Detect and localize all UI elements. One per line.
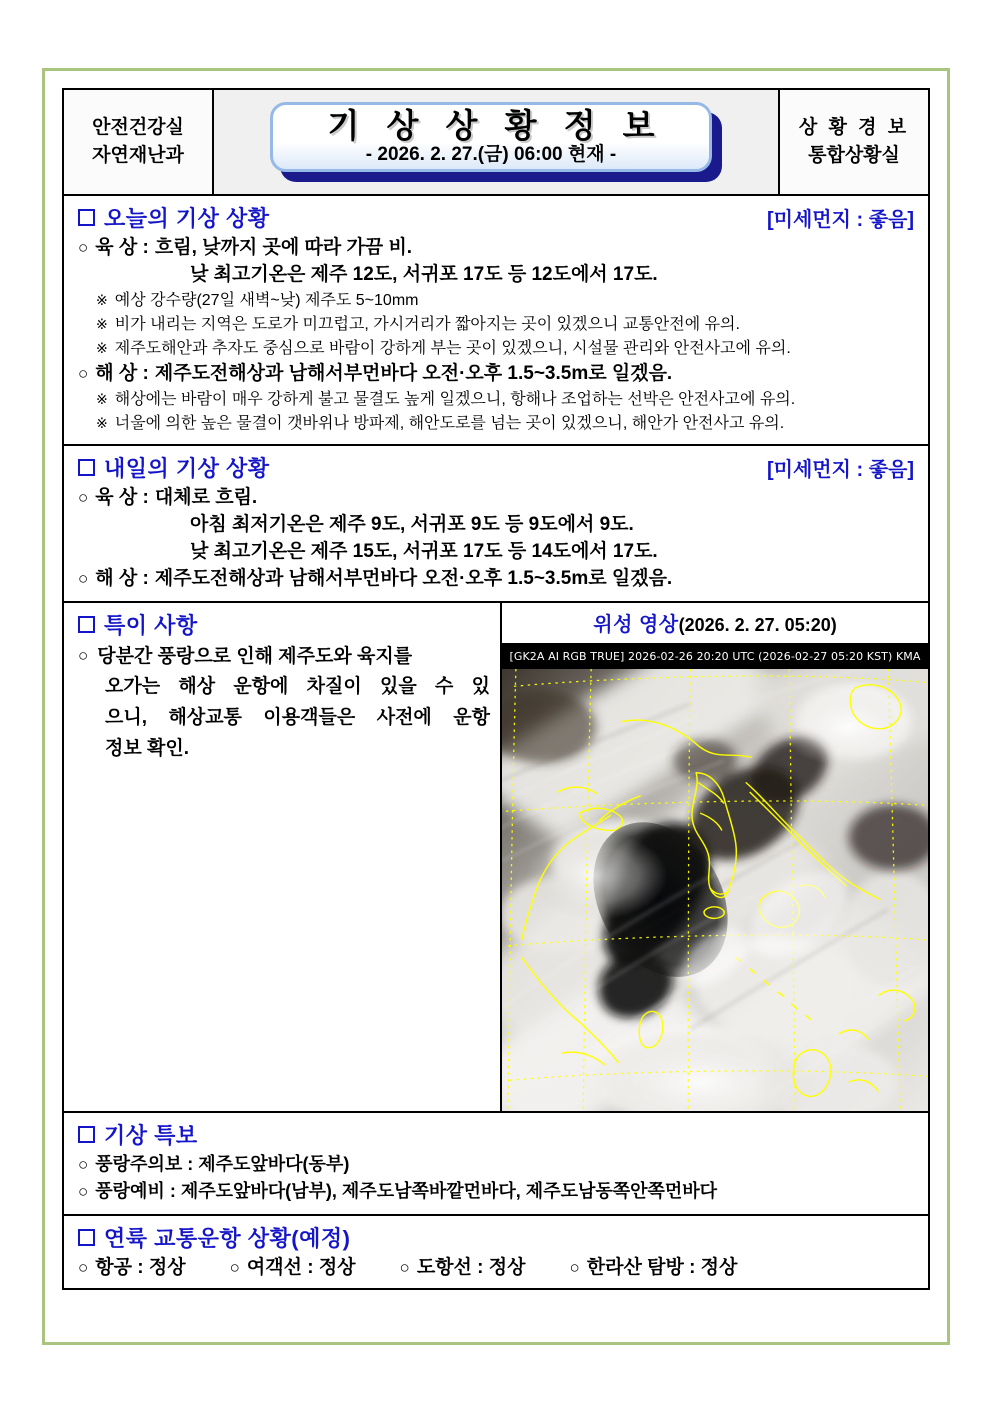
section-today-weather <box>64 196 928 446</box>
section-weather-alerts <box>64 1113 928 1216</box>
tomorrow-land-line <box>78 485 918 511</box>
today-note-sea-1-text: 해상에는 바람이 매우 강하게 불고 물결도 높게 일겠으니, 항해나 조업하는 선박은 안전사고에 유의. <box>114 391 796 409</box>
today-section-header <box>78 202 918 233</box>
transport-item-ferry-text: 도항선 : 정상 <box>416 1256 526 1278</box>
circle-bullet-icon: ○ <box>78 364 89 384</box>
special-note-continuation <box>105 672 490 764</box>
special-section-header <box>78 609 490 640</box>
section-tomorrow-weather <box>64 446 928 603</box>
today-note-land-2-text: 비가 내리는 지역은 도로가 미끄럽고, 가시거리가 짧아지는 곳이 있겠으니 교통안전에 유의. <box>114 316 740 334</box>
department-line-2: 자연재난과 <box>92 145 184 166</box>
title-plate-wrapper <box>270 102 722 182</box>
special-notes-body <box>78 642 490 765</box>
transport-item-passenger-ship-text: 여객선 : 정상 <box>246 1256 356 1278</box>
asterisk-icon: ※ <box>96 339 108 356</box>
special-note-line-3: 으니, 해상교통 이용객들은 사전에 운항 <box>105 707 490 729</box>
today-note-sea-1 <box>96 389 918 411</box>
today-note-land-2 <box>96 314 918 336</box>
today-land-label: 육 상 : <box>95 237 149 258</box>
satellite-image <box>502 669 928 1111</box>
transport-status-row <box>78 1255 918 1282</box>
page-title: 기 상 상 황 정 보 <box>327 106 664 144</box>
section-transport-status <box>64 1216 928 1289</box>
transport-item-air <box>78 1255 186 1282</box>
satellite-image-container <box>502 645 928 1111</box>
satellite-image-caption: [GK2A AI RGB TRUE] 2026-02-26 20:20 UTC (2026-02-27 05:20 KST) KMA <box>502 645 928 669</box>
circle-bullet-icon: ○ <box>78 238 89 257</box>
today-heading: 오늘의 기상 상황 <box>104 206 270 231</box>
situation-room-line-2: 통합상황실 <box>808 145 900 166</box>
today-land-line <box>78 235 918 261</box>
checkbox-square-icon <box>78 1229 95 1246</box>
tomorrow-heading-group <box>78 452 270 483</box>
special-note-line-1: 당분간 풍랑으로 인해 제주도와 육지를 <box>97 645 413 667</box>
checkbox-square-icon <box>78 209 95 226</box>
tomorrow-heading: 내일의 기상 상황 <box>104 455 270 481</box>
section-special-and-satellite <box>64 603 928 1113</box>
circle-bullet-icon: ○ <box>78 1154 89 1174</box>
tomorrow-sea-label: 해 상 : <box>95 568 149 590</box>
title-plate-cell <box>214 90 778 194</box>
today-note-land-3-text: 제주도해안과 추자도 중심으로 바람이 강하게 부는 곳이 있겠으니, 시설물 관리와 안전사고에 유의. <box>114 339 791 357</box>
special-heading-group <box>78 609 198 640</box>
circle-bullet-icon: ○ <box>78 1258 89 1278</box>
asterisk-icon: ※ <box>96 391 108 408</box>
today-heading-group <box>78 202 270 233</box>
transport-section-header <box>78 1222 918 1253</box>
asterisk-icon: ※ <box>96 316 108 333</box>
checkbox-square-icon <box>78 616 95 633</box>
today-sea-line <box>78 361 918 387</box>
today-dust-badge: [미세먼지 : 좋음] <box>766 209 914 231</box>
tomorrow-max-temperature: 낮 최고기온은 제주 15도, 서귀포 17도 등 14도에서 17도. <box>190 541 658 563</box>
satellite-title-date: (2026. 2. 27. 05:20) <box>678 614 837 635</box>
alert-item-text: 풍랑예비 : 제주도앞바다(남부), 제주도남쪽바깥먼바다, 제주도남동쪽안쪽먼바다 <box>95 1181 718 1202</box>
transport-item-hallasan <box>569 1255 737 1282</box>
transport-item-air-text: 항공 : 정상 <box>95 1256 186 1278</box>
today-note-sea-2 <box>96 413 918 435</box>
today-sea-label: 해 상 : <box>95 363 149 385</box>
tomorrow-min-temperature: 아침 최저기온은 제주 9도, 서귀포 9도 등 9도에서 9도. <box>190 513 634 535</box>
today-land-temperature: 낮 최고기온은 제주 12도, 서귀포 17도 등 12도에서 17도. <box>190 264 658 286</box>
circle-bullet-icon: ○ <box>569 1258 580 1278</box>
today-land-text: 흐림, 낮까지 곳에 따라 가끔 비. <box>154 237 413 258</box>
special-heading: 특이 사항 <box>104 612 198 638</box>
issuing-department <box>64 90 214 194</box>
circle-bullet-icon: ○ <box>399 1258 410 1278</box>
transport-item-passenger-ship <box>230 1255 356 1282</box>
satellite-image-graphic <box>502 669 928 1111</box>
alerts-section-header <box>78 1119 918 1150</box>
circle-bullet-icon: ○ <box>229 1258 240 1278</box>
alert-item-text: 풍랑주의보 : 제주도앞바다(동부) <box>95 1153 350 1174</box>
satellite-title-bar <box>502 603 928 645</box>
alert-item <box>78 1179 918 1205</box>
alert-item <box>78 1152 918 1178</box>
transport-heading: 연륙 교통운항 상황(예정) <box>104 1225 351 1251</box>
alerts-heading: 기상 특보 <box>104 1122 198 1148</box>
title-plate <box>270 102 712 172</box>
today-note-land-1-text: 예상 강수량(27일 새벽~낮) 제주도 5~10mm <box>114 292 419 310</box>
tomorrow-sea-text: 제주도전해상과 남해서부먼바다 오전·오후 1.5~3.5m로 일겠음. <box>154 568 673 590</box>
satellite-title: 위성 영상 <box>593 613 679 636</box>
today-note-land-1 <box>96 290 918 312</box>
today-sea-text: 제주도전해상과 남해서부먼바다 오전·오후 1.5~3.5m로 일겠음. <box>154 363 673 385</box>
section-special-notes <box>64 603 502 1111</box>
weather-report-document <box>62 88 930 1290</box>
today-note-land-3 <box>96 338 918 360</box>
special-note-line-4: 정보 확인. <box>105 737 189 759</box>
circle-bullet-icon: ○ <box>78 487 89 507</box>
circle-bullet-icon: ○ <box>78 645 89 665</box>
checkbox-square-icon <box>78 459 95 476</box>
tomorrow-land-text: 대체로 흐림. <box>154 486 258 508</box>
document-header <box>64 90 928 196</box>
asterisk-icon: ※ <box>96 415 108 432</box>
checkbox-square-icon <box>78 1126 95 1143</box>
satellite-panel <box>502 603 928 1111</box>
asterisk-icon: ※ <box>96 292 108 309</box>
transport-item-hallasan-text: 한라산 탐방 : 정상 <box>586 1256 738 1278</box>
special-note-first-line <box>78 642 490 673</box>
alerts-heading-group <box>78 1119 198 1150</box>
circle-bullet-icon: ○ <box>78 569 89 589</box>
tomorrow-dust-badge: [미세먼지 : 좋음] <box>766 458 914 481</box>
today-note-sea-2-text: 너울에 의한 높은 물결이 갯바위나 방파제, 해안도로를 넘는 곳이 있겠으니, 해안가 안전사고 유의. <box>114 415 785 433</box>
situation-room-line-1: 상 황 경 보 <box>798 117 910 139</box>
tomorrow-section-header <box>78 452 918 483</box>
department-line-1: 안전건강실 <box>92 117 184 139</box>
circle-bullet-icon: ○ <box>78 1182 89 1202</box>
transport-heading-group <box>78 1222 350 1253</box>
situation-room <box>778 90 928 194</box>
special-note-line-2: 오가는 해상 운항에 차질이 있을 수 있 <box>105 676 490 698</box>
tomorrow-land-label: 육 상 : <box>95 486 149 508</box>
report-timestamp: - 2026. 2. 27.(금) 06:00 현재 - <box>365 143 617 165</box>
transport-item-ferry <box>400 1255 526 1282</box>
tomorrow-sea-line <box>78 566 918 592</box>
